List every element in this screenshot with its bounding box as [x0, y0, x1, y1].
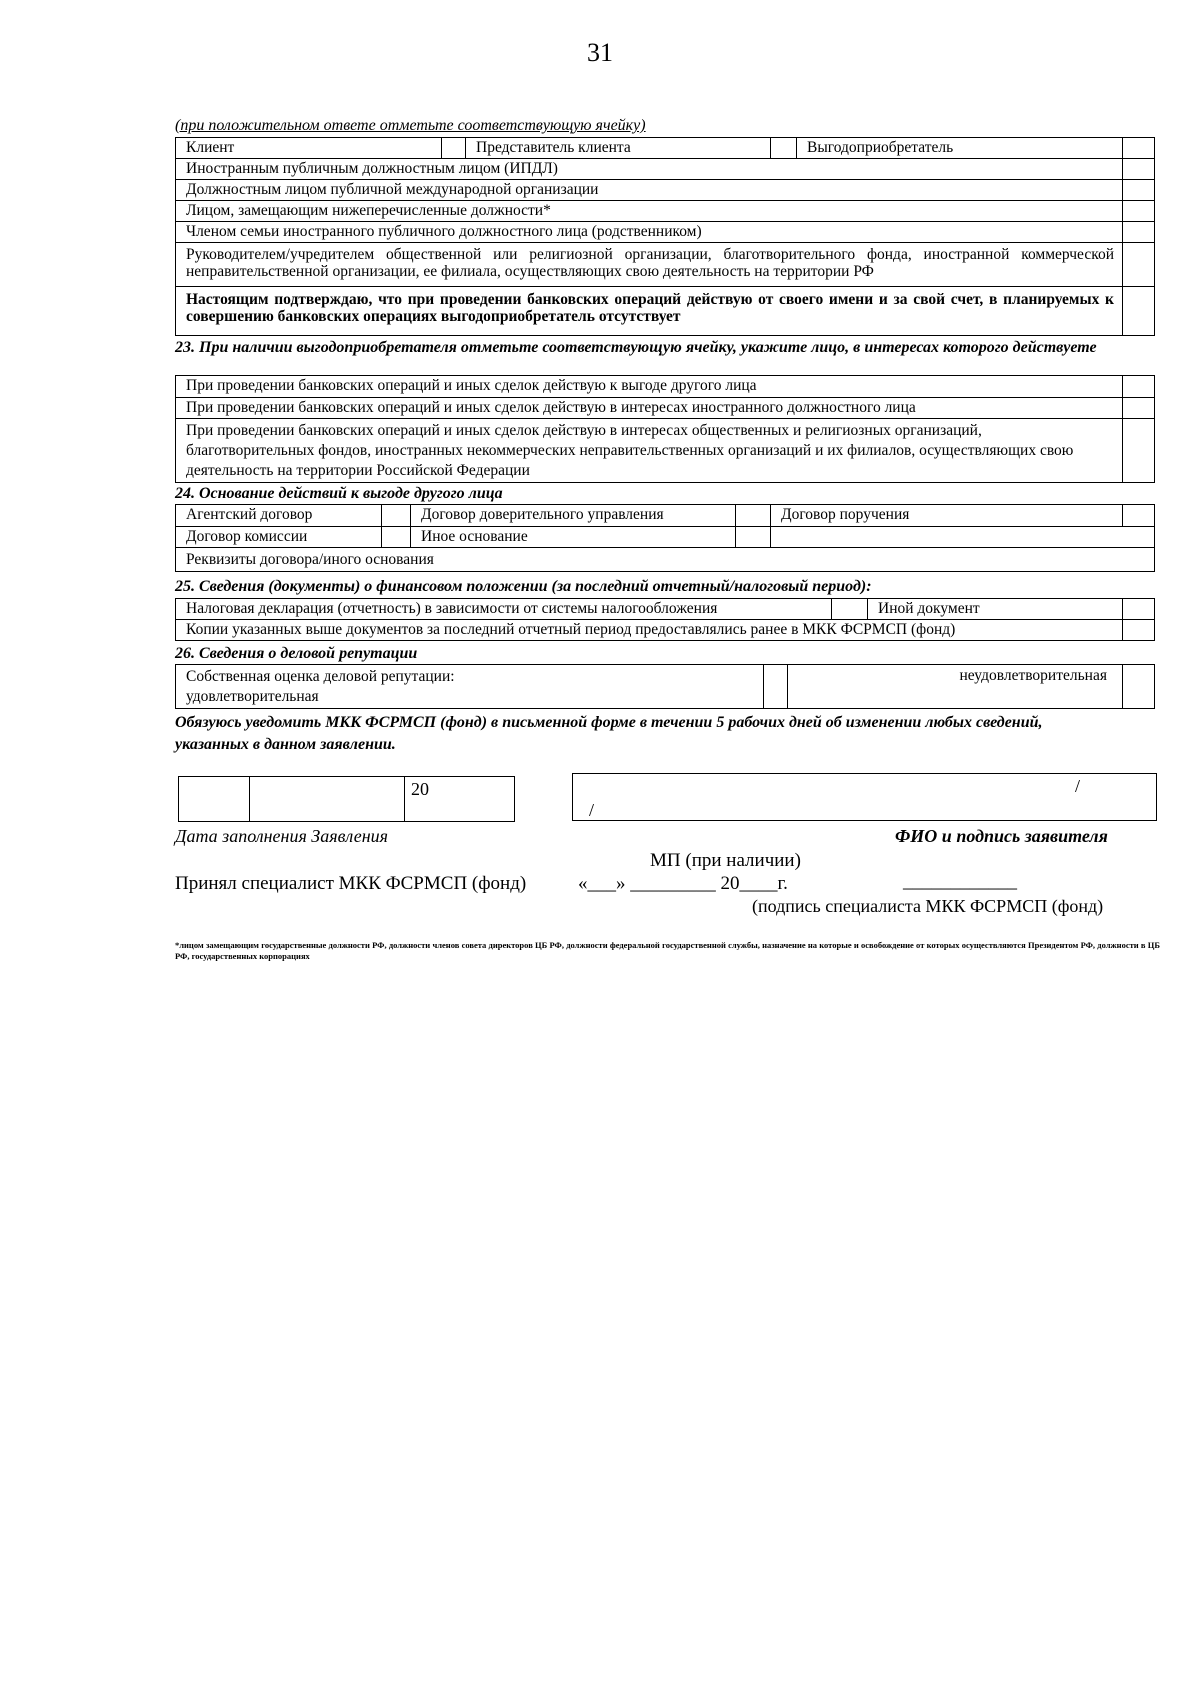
- agency-label: Агентский договор: [186, 506, 313, 523]
- status-row: [176, 158, 1154, 179]
- reputation-label: [176, 665, 763, 708]
- status-row-checkbox[interactable]: [1122, 180, 1154, 200]
- confirm-label: Настоящим подтверждаю, что при проведении банковских операций действую от своего имени и за свой счет, в планируемых к совершению банковских операциях выгодоприобретатель отсутствует: [186, 291, 1114, 325]
- copies-checkbox[interactable]: [1122, 620, 1154, 640]
- section-26-title: 26. Сведения о деловой репутации: [175, 645, 418, 662]
- status-row-checkbox[interactable]: [1122, 222, 1154, 242]
- date-divider: [249, 777, 250, 821]
- status-row: [176, 179, 1154, 200]
- beneficiary-checkbox[interactable]: [1122, 138, 1154, 158]
- note-top: (при положительном ответе отметьте соответствующую ячейку): [175, 117, 646, 134]
- commission-checkbox[interactable]: [381, 527, 410, 547]
- s23-row: [176, 397, 1154, 418]
- other-doc-label: Иной документ: [867, 599, 1121, 619]
- satisfactory-checkbox[interactable]: [763, 665, 787, 708]
- status-row-label: Лицом, замещающим нижеперечисленные должности*: [186, 202, 551, 219]
- obligation-text-main: Обязуюсь уведомить МКК ФСРМСП (фонд) в письменной форме в течении 5 рабочих дней об изменении любых сведений, указанных в данном заявлении.: [175, 714, 1043, 753]
- s24-row: [176, 547, 1154, 571]
- s23-row: [176, 418, 1154, 482]
- trust-label: Договор доверительного управления: [410, 505, 735, 526]
- month-field[interactable]: [255, 781, 400, 819]
- stamp-label: МП (при наличии): [650, 850, 801, 871]
- confirm-row: [176, 286, 1154, 335]
- commission-label: Договор комиссии: [186, 528, 308, 545]
- section-25-title: 25. Сведения (документы) о финансовом положении (за последний отчетный/налоговый период):: [175, 578, 872, 595]
- fio-caption: ФИО и подпись заявителя: [895, 826, 1108, 846]
- copies-label: Копии указанных выше документов за последний отчетный период предоставлялись ранее в МКК ФСРМСП (фонд): [186, 621, 956, 638]
- status-row-checkbox[interactable]: [1122, 243, 1154, 286]
- s23-row-checkbox[interactable]: [1122, 376, 1154, 397]
- other-basis-checkbox[interactable]: [735, 527, 770, 547]
- date-fields: [178, 776, 515, 822]
- status-row: [176, 221, 1154, 242]
- s23-row: [176, 376, 1154, 397]
- s25-row: [176, 599, 1154, 619]
- representative-checkbox[interactable]: [770, 138, 796, 158]
- specialist-signature-line[interactable]: ____________: [903, 871, 1017, 892]
- agency-checkbox[interactable]: [381, 505, 410, 526]
- beneficiary-label: Выгодоприобретатель: [796, 138, 1121, 158]
- accepted-label: Принял специалист МКК ФСРМСП (фонд): [175, 873, 527, 894]
- signature-slash-lower: /: [589, 800, 595, 820]
- s24-row: [176, 526, 1154, 547]
- section-23-table: [175, 375, 1155, 483]
- s23-row-label: При проведении банковских операций и иных сделок действую в интересах общественных и религиозных организаций, благотворительных фондов, иностранных некоммерческих неправительственных организаций и их филиалов, осуществляющих свою деятельность на территории Российской Федерации: [186, 422, 1074, 479]
- representative-label: Представитель клиента: [465, 138, 770, 158]
- s23-row-label: При проведении банковских операций и иных сделок действую к выгоде другого лица: [186, 377, 757, 394]
- section-26-table: [175, 664, 1155, 709]
- signature-slash: /: [1075, 776, 1081, 796]
- confirm-checkbox[interactable]: [1122, 287, 1154, 335]
- order-checkbox[interactable]: [1122, 505, 1154, 526]
- s24-row: [176, 505, 1154, 526]
- status-table: [175, 137, 1155, 336]
- status-row-label: Членом семьи иностранного публичного должностного лица (родственником): [186, 223, 702, 240]
- details-label: Реквизиты договора/иного основания: [186, 551, 434, 568]
- section-25-table: [175, 598, 1155, 641]
- tax-checkbox[interactable]: [831, 599, 867, 619]
- s23-row-label: При проведении банковских операций и иных сделок действую в интересах иностранного должностного лица: [186, 399, 916, 416]
- other-basis-field[interactable]: [770, 527, 1154, 547]
- year-prefix[interactable]: 20: [411, 779, 429, 799]
- section-24-table: [175, 504, 1155, 572]
- other-doc-checkbox[interactable]: [1122, 599, 1154, 619]
- status-row: [176, 200, 1154, 221]
- status-row-checkbox[interactable]: [1122, 159, 1154, 179]
- status-row-checkbox[interactable]: [1122, 201, 1154, 221]
- status-header-row: [176, 138, 1154, 158]
- unsatisfactory-label: неудовлетворительная: [787, 665, 1121, 708]
- other-basis-label: Иное основание: [410, 527, 735, 547]
- day-field[interactable]: [184, 781, 244, 819]
- s26-row: [176, 665, 1154, 708]
- specialist-caption: (подпись специалиста МКК ФСРМСП (фонд): [752, 896, 1104, 916]
- s23-row-checkbox[interactable]: [1122, 419, 1154, 482]
- tax-label: Налоговая декларация (отчетность) в зависимости от системы налогообложения: [186, 600, 718, 617]
- section-23-title: 23. При наличии выгодоприобретателя отметьте соответствующую ячейку, укажите лицо, в интересах которого действуете: [175, 339, 1097, 356]
- s25-row: [176, 619, 1154, 640]
- order-label: Договор поручения: [770, 505, 1121, 526]
- client-label: Клиент: [186, 139, 235, 156]
- unsatisfactory-checkbox[interactable]: [1122, 665, 1154, 708]
- section-24-title: 24. Основание действий к выгоде другого лица: [175, 485, 503, 502]
- client-checkbox[interactable]: [441, 138, 465, 158]
- accepted-date[interactable]: «___» _________ 20____г.: [578, 873, 788, 894]
- own-assessment: Собственная оценка деловой репутации:: [186, 668, 455, 685]
- status-row-label: Руководителем/учредителем общественной или религиозной организации, благотворительного фонда, иностранной коммерческой неправительственной организации, ее филиала, осуществляющих свою деятельность на территории РФ: [186, 246, 1114, 280]
- signature-field[interactable]: [572, 773, 1157, 821]
- trust-checkbox[interactable]: [735, 505, 770, 526]
- status-row-label: Иностранным публичным должностным лицом (ИПДЛ): [186, 160, 558, 177]
- page-number: 31: [587, 38, 613, 67]
- date-caption: Дата заполнения Заявления: [175, 826, 388, 846]
- date-divider: [404, 777, 405, 821]
- status-row: [176, 242, 1154, 286]
- satisfactory-label: удовлетворительная: [186, 688, 319, 705]
- status-row-label: Должностным лицом публичной международной организации: [186, 181, 599, 198]
- s23-row-checkbox[interactable]: [1122, 398, 1154, 418]
- footnote: *лицом замещающим государственные должности РФ, должности членов совета директоров ЦБ РФ, должности федеральной государственной службы, назначение на которые и освобождение от которых осуществляются Президентом РФ, должности в ЦБ РФ, государственных корпорациях: [175, 940, 1160, 961]
